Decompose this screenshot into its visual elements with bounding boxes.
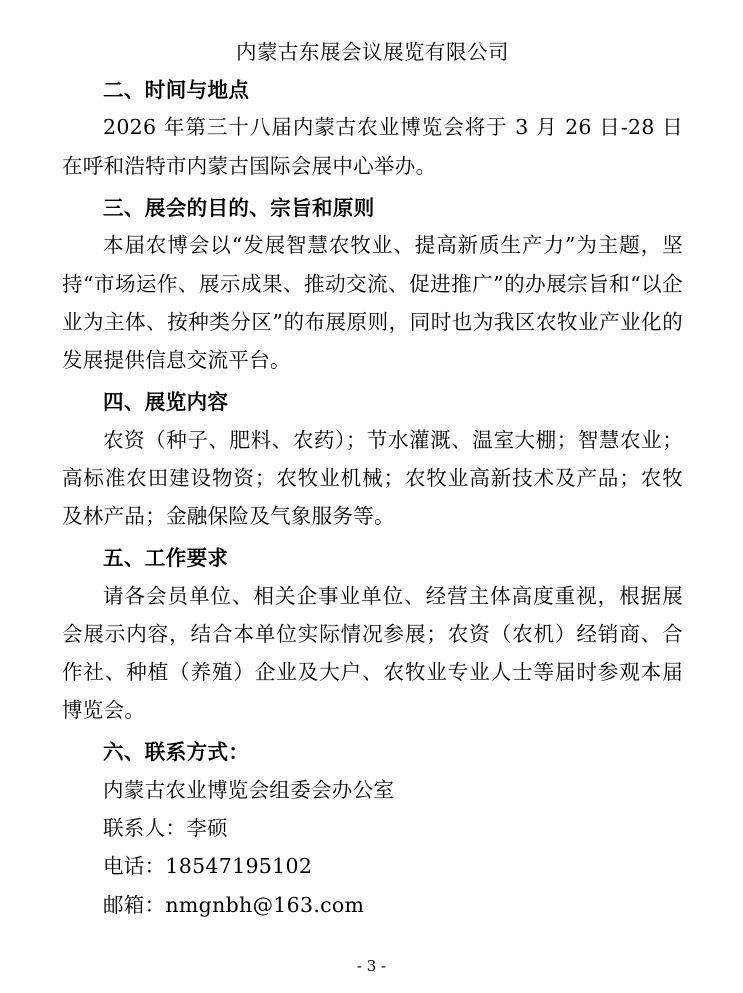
- section-heading-contact: 六、联系方式：: [103, 740, 250, 765]
- contact-block: [62, 771, 683, 924]
- contact-person: 联系人：李硕: [103, 816, 228, 841]
- section-paragraph-requirements: 请各会员单位、相关企事业单位、经营主体高度重视，根据展会展示内容，结合本单位实际情况参展；农资（农机）经销商、合作社、种植（养殖）企业及大户、农牧业专业人士等届时参观本届博览会。: [62, 583, 683, 723]
- page-title: 内蒙古东展会议展览有限公司: [236, 40, 509, 64]
- section-heading-time-place: 二、时间与地点: [103, 77, 250, 102]
- contact-email: 邮箱：nmgnbh@163.com: [103, 892, 365, 917]
- contact-phone: 电话：18547195102: [103, 854, 313, 879]
- contact-office: 内蒙古农业博览会组委会办公室: [103, 778, 395, 803]
- section-paragraph-time-place: 2026 年第三十八届内蒙古农业博览会将于 3 月 26 日-28 日在呼和浩特市内蒙古国际会展中心举办。: [62, 115, 683, 178]
- section-paragraph-exhibits: 农资（种子、肥料、农药）；节水灌溉、温室大棚；智慧农业；高标准农田建设物资；农牧业机械；农牧业高新技术及产品；农牧及林产品；金融保险及气象服务等。: [62, 427, 683, 528]
- page-number: - 3 -: [356, 957, 387, 975]
- section-paragraph-purpose: 本届农博会以“发展智慧农牧业、提高新质生产力”为主题，坚持“市场运作、展示成果、推动交流、促进推广”的办展宗旨和“以企业为主体、按种类分区”的布展原则，同时也为我区农牧业产业化的发展提供信息交流平台。: [62, 233, 683, 372]
- section-heading-exhibits: 四、展览内容: [103, 389, 229, 414]
- section-heading-purpose: 三、展会的目的、宗旨和原则: [103, 195, 375, 220]
- section-heading-requirements: 五、工作要求: [103, 546, 229, 571]
